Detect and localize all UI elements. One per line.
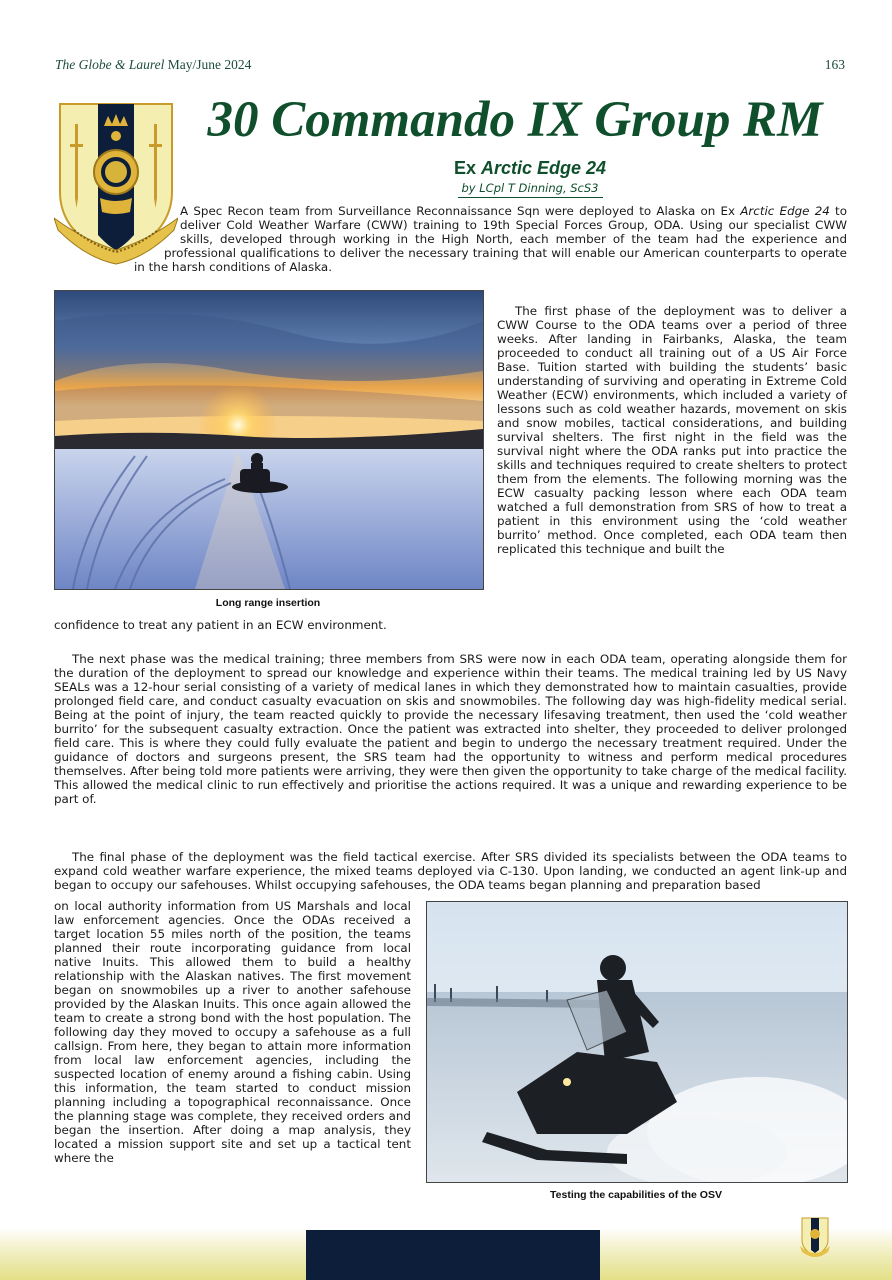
paragraph-3-intro: [54, 850, 847, 892]
exercise-name: Arctic Edge 24: [480, 158, 607, 178]
intro-paragraph: [134, 204, 847, 274]
intro-exercise-name: Arctic Edge 24: [740, 204, 830, 218]
publication-name: The Globe & Laurel: [55, 57, 165, 72]
paragraph-1-text: The first phase of the deployment was to deliver a CWW Course to the ODA teams over a period of three weeks. After landing in Fairbanks, Alaska, the team proceeded to conduct all training out of a US Air Force Base. Tuition started with building the students’ basic understanding of surviving and operating in Extreme Cold Weather (ECW) environments, which included a variety of lessons such as cold weather hazards, movement on skis and snow mobiles, tactical considerations, and building survival shelters. The first night in the field was the survival night where the ODA ranks put into practice the skills and techniques required to create shelters to protect them from the elements. The following morning was the ECW casualty packing lesson where each ODA team watched a full demonstration from SRS of how to treat a patient in this environment using the ‘cold weather burrito’ method. Once completed, each ODA team then replicated this technique and built the: [497, 304, 847, 556]
intro-text-1: A Spec Recon team from Surveillance Reconnaissance Sqn were deployed to Alaska on Ex: [180, 204, 741, 218]
long-range-insertion-photo: [54, 290, 484, 590]
osv-snowmobile-photo: [426, 901, 848, 1183]
paragraph-3-intro-text: The final phase of the deployment was the field tactical exercise. After SRS divided its specialists between the ODA teams to expand cold weather warfare experience, the mixed teams deployed via C-130. Upon landing, we conducted an agent link-up and began to occupy our safehouses. Whilst occupying safehouses, the ODA teams began planning and preparation based: [54, 850, 847, 892]
paragraph-2-text: The next phase was the medical training; three members from SRS were now in each ODA team, operating alongside them for the duration of the deployment to spread our knowledge and experience within their teams. The medical training led by US Navy SEALs was a 12-hour serial consisting of a variety of medical lanes in which they demonstrated how to maintain casualties, provide prolonged field care, and conduct casualty evacuation on skis and snowmobiles. The following day was high-fidelity medical serial. Being at the point of injury, the team reacted quickly to provide the necessary lifesaving treatment, then used the ‘cold weather burrito’ for the subsequent casualty extraction. Once the patient was extracted into shelter, they proceeded to deliver prolonged field care. This is where they could fully evaluate the patient and begin to undergo the necessary treatment required. Under the guidance of doctors and surgeons present, the SRS team had the opportunity to witness and perform medical procedures themselves. After being told more patients were arriving, they were then given the opportunity to take charge of the medical facility. This allowed the medical clinic to run effectively and prioritise the actions required. It was a unique and rewarding experience to be part of.: [54, 652, 847, 806]
royal-marines-crest-icon: [800, 1216, 830, 1258]
paragraph-1: [497, 304, 847, 556]
paragraph-2: [54, 652, 847, 806]
issue-date: May/June 2024: [167, 57, 252, 72]
intro-text-2: to deliver Cold Weather Warfare (CWW) training to 19th Special Forces Group, ODA. Using our specialist CWW skills, developed through working in the High North, each member of the team had the experience and professional qualifications to deliver the necessary training that will enable our American counterparts to operate in the harsh conditions of Alaska.: [134, 204, 847, 274]
article-subtitle: [380, 158, 680, 179]
article-title: 30 Commando IX Group RM: [207, 92, 823, 148]
byline-text: by LCpl T Dinning, ScS3: [458, 181, 603, 198]
photo1-caption: Long range insertion: [215, 597, 321, 609]
subtitle-prefix: Ex: [453, 158, 481, 178]
paragraph-1-end: confidence to treat any patient in an ECW environment.: [54, 618, 387, 632]
byline: [380, 181, 680, 195]
page-number: 163: [824, 57, 845, 72]
footer-block: [306, 1230, 600, 1280]
paragraph-3-column: [54, 899, 411, 1165]
photo2-caption: Testing the capabilities of the OSV: [550, 1189, 722, 1201]
paragraph-3-column-text: on local authority information from US Marshals and local law enforcement agencies. Once the ODAs received a target location 55 miles north of the position, the teams planned their route incorporating guidance from local native Inuits. This allowed them to build a healthy relationship with the Alaskan natives. The first movement began on snowmobiles up a river to another safehouse provided by the Alaskan Inuits. This once again allowed the team to create a strong bond with the host population. The following day they moved to occupy a safehouse as a full callsign. From here, they began to attain more information from local law enforcement agencies, including the suspected location of enemy around a fishing cabin. Using this information, the team started to conduct mission planning including a topographical reconnaissance. Once the planning stage was complete, they received orders and began the insertion. After doing a map analysis, they located a mission support site and set up a tactical tent where the: [54, 899, 411, 1165]
running-header: [55, 57, 251, 73]
